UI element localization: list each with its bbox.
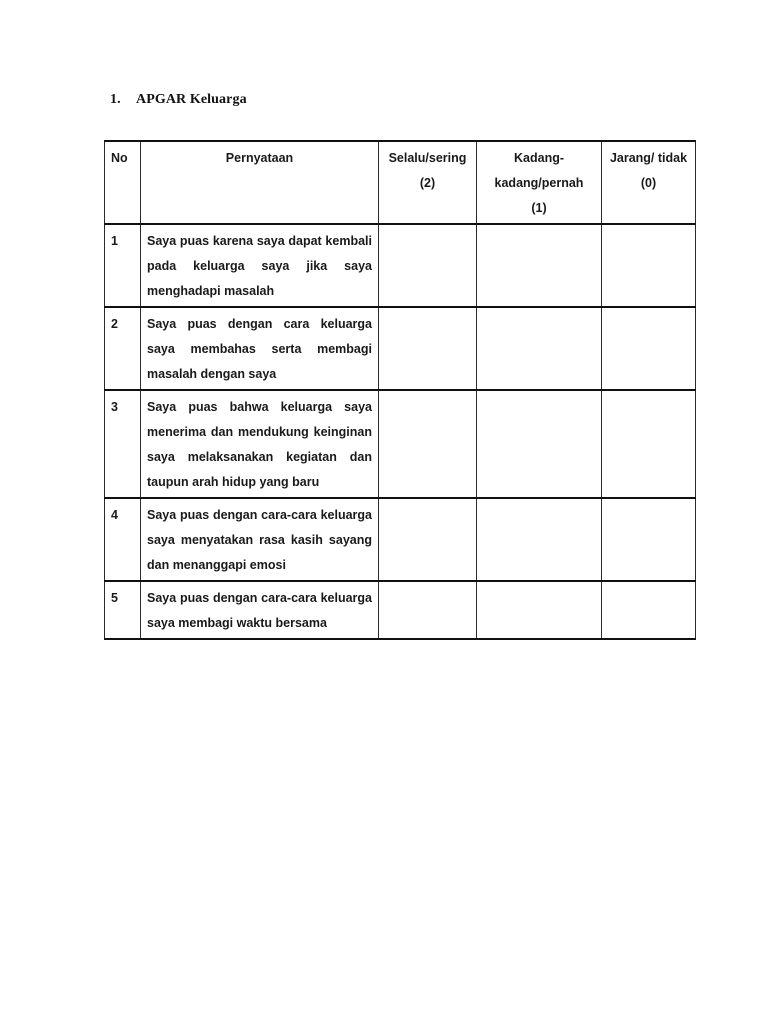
row-number: 1 (105, 224, 141, 307)
header-rarely (602, 141, 696, 224)
section-title: APGAR Keluarga (136, 92, 247, 107)
header-no: No (105, 141, 141, 224)
header-always (379, 141, 477, 224)
table-row (105, 390, 696, 498)
header-rarely-label: Jarang/ tidak (609, 151, 688, 165)
row-statement: Saya puas bahwa keluarga saya menerima dan mendukung keinginan saya melaksanakan kegiatan dan taupun arah hidup yang baru (141, 390, 379, 498)
answer-cell-sometimes[interactable] (477, 390, 602, 498)
table-header-row (105, 141, 696, 224)
answer-cell-sometimes[interactable] (477, 307, 602, 390)
row-statement: Saya puas dengan cara keluarga saya membahas serta membagi masalah dengan saya (141, 307, 379, 390)
section-number: 1. (110, 92, 121, 107)
answer-cell-rarely[interactable] (602, 307, 696, 390)
answer-cell-always[interactable] (379, 224, 477, 307)
table-row (105, 307, 696, 390)
header-statement: Pernyataan (141, 141, 379, 224)
header-rarely-score: (0) (640, 176, 657, 190)
table-row (105, 581, 696, 639)
row-number: 5 (105, 581, 141, 639)
answer-cell-rarely[interactable] (602, 390, 696, 498)
table-row (105, 224, 696, 307)
table-row (105, 498, 696, 581)
answer-cell-sometimes[interactable] (477, 498, 602, 581)
row-statement: Saya puas dengan cara-cara keluarga saya membagi waktu bersama (141, 581, 379, 639)
row-statement: Saya puas dengan cara-cara keluarga saya menyatakan rasa kasih sayang dan menanggapi emosi (141, 498, 379, 581)
answer-cell-sometimes[interactable] (477, 581, 602, 639)
answer-cell-always[interactable] (379, 390, 477, 498)
header-sometimes-score: (1) (531, 201, 547, 215)
header-always-score: (2) (419, 176, 436, 190)
header-sometimes-label-2: kadang/pernah (494, 176, 584, 190)
answer-cell-sometimes[interactable] (477, 224, 602, 307)
answer-cell-rarely[interactable] (602, 498, 696, 581)
section-heading (110, 92, 247, 108)
answer-cell-always[interactable] (379, 581, 477, 639)
apgar-table (104, 140, 696, 640)
answer-cell-rarely[interactable] (602, 581, 696, 639)
header-sometimes (477, 141, 602, 224)
header-sometimes-label-1: Kadang- (514, 151, 564, 165)
header-always-label: Selalu/sering (388, 151, 467, 165)
row-number: 3 (105, 390, 141, 498)
row-number: 4 (105, 498, 141, 581)
answer-cell-always[interactable] (379, 307, 477, 390)
answer-cell-rarely[interactable] (602, 224, 696, 307)
row-statement: Saya puas karena saya dapat kembali pada keluarga saya jika saya menghadapi masalah (141, 224, 379, 307)
row-number: 2 (105, 307, 141, 390)
answer-cell-always[interactable] (379, 498, 477, 581)
